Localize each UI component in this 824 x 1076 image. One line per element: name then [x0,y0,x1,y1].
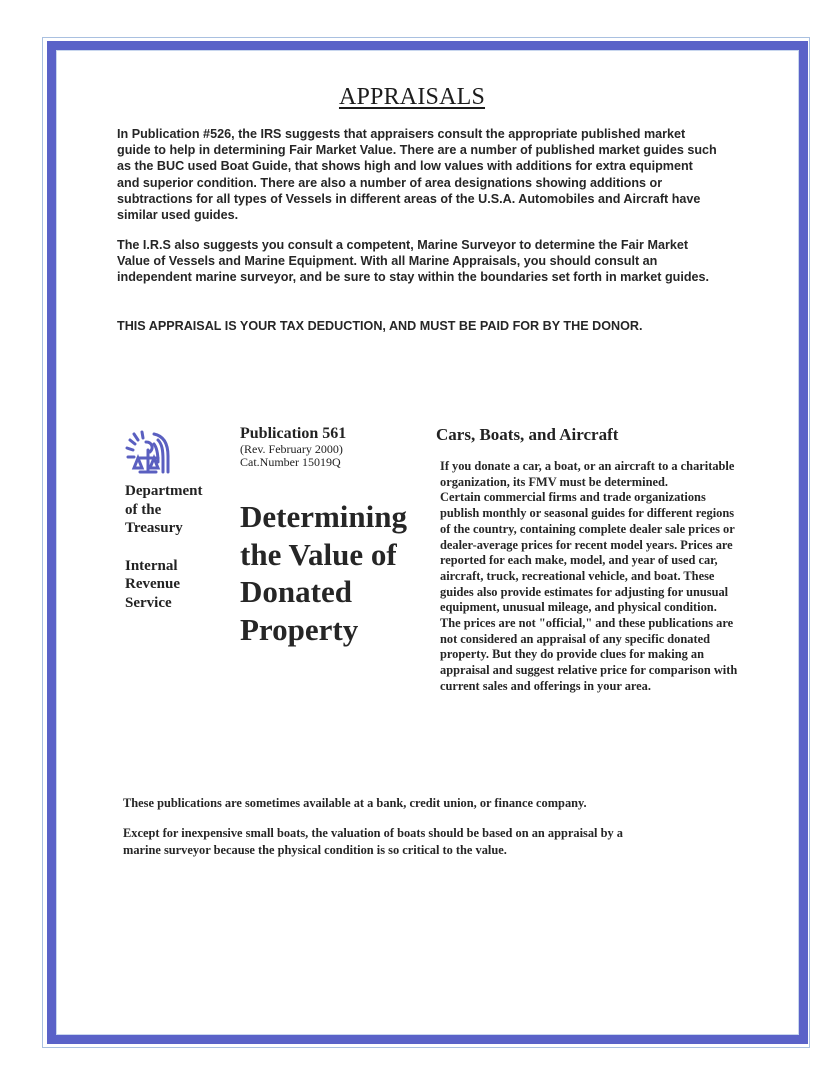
intro-paragraph-publication-526: In Publication #526, the IRS suggests that appraisers consult the appropriate published market guide to help in determining Fair Market Value. There are a number of published market guides such as the BUC used Boat Guide, that shows high and low values with additions for extra equipment and superior condition. There are also a number of area designations showing additions or subtractions for all types of Vessels in different areas of the U.S.A. Automobiles and Aircraft have similar used guides. [117,127,717,223]
department-line: Department [125,483,203,499]
publication-catalog-number: Cat.Number 15019Q [240,455,341,469]
document-title [240,498,440,648]
agency-name [125,482,235,612]
section-heading: Cars, Boats, and Aircraft [436,425,619,444]
service-line: Service [125,594,172,611]
section-paragraph: Certain commercial firms and trade organizations publish monthly or seasonal guides for different regions of the country, containing complete dealer sale prices or dealer-average prices for recent model years. Prices are reported for each make, model, and year of used car, aircraft, truck, recreational vehicle, and boat. These guides also provide estimates for adjusting for unusual equipment, unusual mileage, and physical condition. The prices are not "official," and these publications are not considered an appraisal of any specific donated property. But they do provide clues for making an appraisal and suggest relative price for comparison with current sales and offerings in your area. [440,490,738,693]
publication-number: Publication 561 [240,425,347,442]
department-line: of the [125,501,162,518]
tax-deduction-notice: THIS APPRAISAL IS YOUR TAX DEDUCTION, AND MUST BE PAID FOR BY THE DONOR. [117,319,643,333]
boat-valuation-note: Except for inexpensive small boats, the valuation of boats should be based on an appraisal by a marine surveyor because the physical condition is so critical to the value. [123,826,623,857]
service-line: Internal [125,557,178,574]
section-paragraph: If you donate a car, a boat, or an aircraft to a charitable organization, its FMV must be determined. [440,459,735,489]
publication-revision: (Rev. February 2000) [240,442,343,456]
publication-info [240,425,346,469]
document-title-line: Property [240,611,359,647]
document-title-line: the Value of [240,536,397,572]
service-line: Revenue [125,576,180,592]
document-title-line: Donated [240,574,352,609]
availability-note: These publications are sometimes available at a bank, credit union, or finance company. [123,796,587,810]
spacer [125,538,235,557]
irs-eagle-scales-icon [124,430,176,476]
intro-paragraph-marine-surveyor: The I.R.S also suggests you consult a competent, Marine Surveyor to determine the Fair Market Value of Vessels and Marine Equipment. With all Marine Appraisals, you should consult an independent marine surveyor, and be sure to stay within the boundaries set forth in market guides. [117,238,710,285]
section-body [440,459,740,695]
department-line: Treasury [125,520,183,536]
document-title-line: Determining [240,499,408,534]
page-title: APPRAISALS [338,84,486,110]
